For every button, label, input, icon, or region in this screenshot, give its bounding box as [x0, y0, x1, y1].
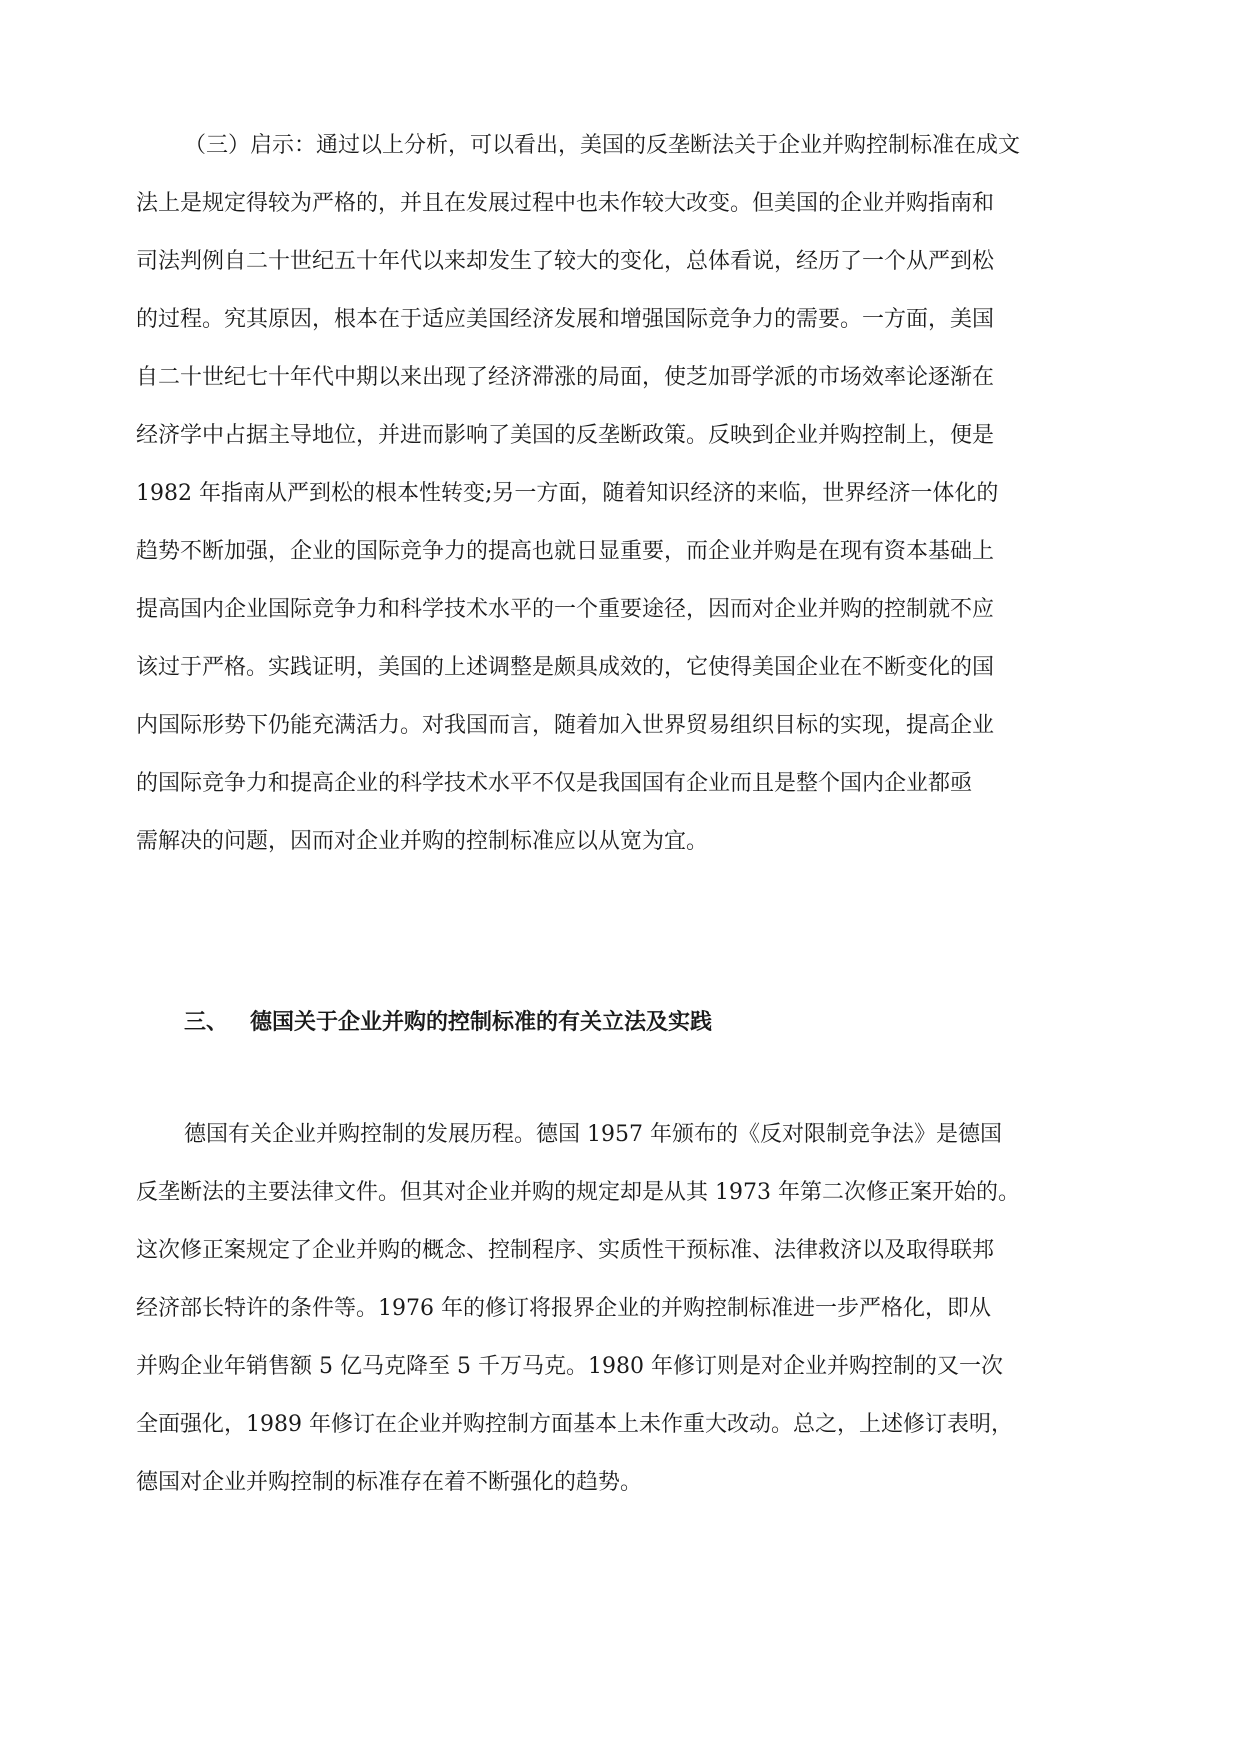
paragraph-line: 趋势不断加强，企业的国际竞争力的提高也就日显重要，而企业并购是在现有资本基础上 [136, 539, 995, 564]
paragraph-line: 司法判例自二十世纪五十年代以来却发生了较大的变化，总体看说，经历了一个从严到松 [136, 249, 995, 274]
paragraph-line: （三）启示：通过以上分析，可以看出，美国的反垄断法关于企业并购控制标准在成文 [184, 133, 1021, 158]
paragraph-line: 全面强化，1989 年修订在企业并购控制方面基本上未作重大改动。总之，上述修订表明， [136, 1412, 1013, 1437]
paragraph-line: 德国有关企业并购控制的发展历程。德国 1957 年颁布的《反对限制竞争法》是德国 [184, 1122, 1002, 1147]
paragraph-line: 1982 年指南从严到松的根本性转变;另一方面，随着知识经济的来临，世界经济一体化的 [136, 481, 999, 506]
paragraph-line: 提高国内企业国际竞争力和科学技术水平的一个重要途径，因而对企业并购的控制就不应 [136, 597, 995, 622]
paragraph-line: 的过程。究其原因，根本在于适应美国经济发展和增强国际竞争力的需要。一方面，美国 [136, 307, 995, 332]
paragraph-line: 内国际形势下仍能充满活力。对我国而言，随着加入世界贸易组织目标的实现，提高企业 [136, 713, 995, 738]
paragraph-line: 经济学中占据主导地位，并进而影响了美国的反垄断政策。反映到企业并购控制上，便是 [136, 423, 995, 448]
section-number: 三、 [184, 1009, 229, 1035]
paragraph-line: 需解决的问题，因而对企业并购的控制标准应以从宽为宜。 [136, 829, 709, 854]
paragraph-line: 法上是规定得较为严格的，并且在发展过程中也未作较大改变。但美国的企业并购指南和 [136, 191, 995, 216]
section-heading: 德国关于企业并购的控制标准的有关立法及实践 [250, 1009, 713, 1035]
paragraph-line: 的国际竞争力和提高企业的科学技术水平不仅是我国国有企业而且是整个国内企业都亟 [136, 771, 973, 796]
paragraph-line: 经济部长特许的条件等。1976 年的修订将报界企业的并购控制标准进一步严格化，即从 [136, 1296, 991, 1321]
paragraph-line: 这次修正案规定了企业并购的概念、控制程序、实质性干预标准、法律救济以及取得联邦 [136, 1238, 995, 1263]
paragraph-line: 反垄断法的主要法律文件。但其对企业并购的规定却是从其 1973 年第二次修正案开始的。 [136, 1180, 1020, 1205]
paragraph-line: 该过于严格。实践证明，美国的上述调整是颇具成效的，它使得美国企业在不断变化的国 [136, 655, 995, 680]
paragraph-line: 并购企业年销售额 5 亿马克降至 5 千万马克。1980 年修订则是对企业并购控制的又一次 [136, 1354, 1003, 1379]
paragraph-line: 自二十世纪七十年代中期以来出现了经济滞涨的局面，使芝加哥学派的市场效率论逐渐在 [136, 365, 995, 390]
paragraph-line: 德国对企业并购控制的标准存在着不断强化的趋势。 [136, 1470, 643, 1495]
